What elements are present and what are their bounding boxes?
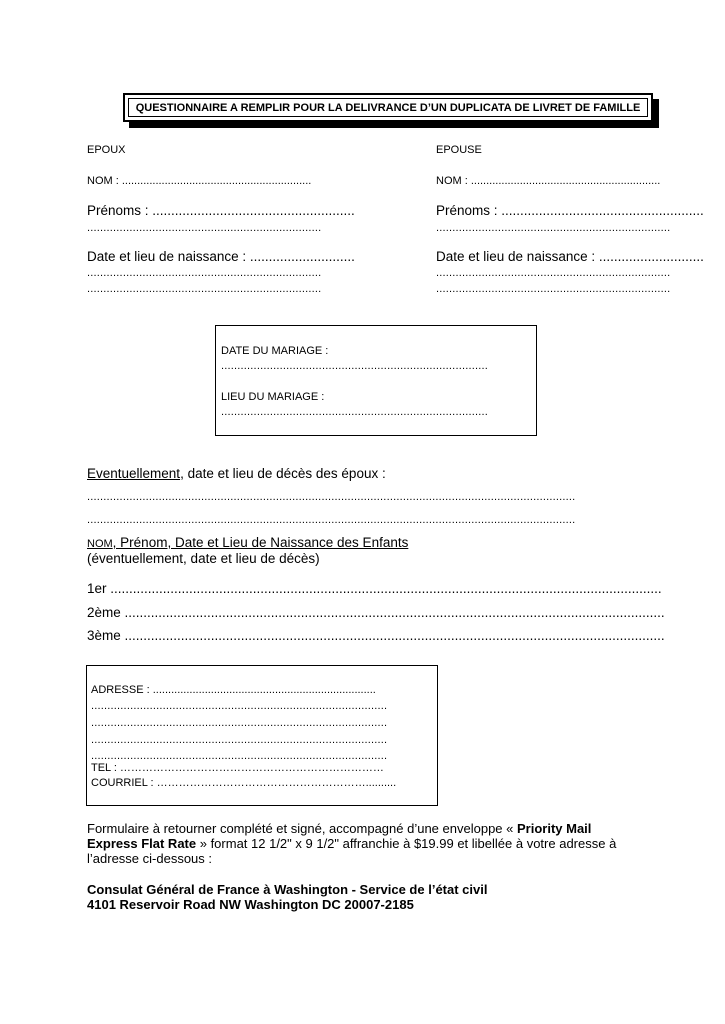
instructions-line1 [87,821,591,836]
epoux-header: EPOUX [87,144,126,156]
epouse-header: EPOUSE [436,144,482,156]
deces-line1[interactable]: ...................................................................................................................................................... [87,491,576,503]
epoux-prenoms-field[interactable]: Prénoms : ...................................................... [87,203,355,218]
consulat-name: Consulat Général de France à Washington - Service de l’état civil [87,882,488,897]
adresse-field[interactable]: ADRESSE : ......................................................................... [91,684,376,696]
tel-field[interactable]: TEL : ……………………………………………………………… [91,762,384,774]
adresse-box [86,665,438,806]
epouse-prenoms-line2[interactable]: ........................................................................ [436,222,671,234]
epoux-prenoms-line2[interactable]: ........................................................................ [87,222,322,234]
epouse-naissance-line3[interactable]: ........................................................................ [436,283,671,295]
instructions-priority-mail: Priority Mail [516,821,592,836]
courriel-field[interactable]: COURRIEL : ………………………………………………….......... [91,777,397,789]
epouse-nom-field[interactable]: NOM : .............................................................. [436,175,661,187]
deces-line2[interactable]: ...................................................................................................................................................... [87,514,576,526]
mariage-date-label: DATE DU MARIAGE : [221,345,329,357]
consulat-address: 4101 Reservoir Road NW Washington DC 20007-2185 [87,897,414,912]
adresse-line2[interactable]: ........................................................................................... [91,700,388,712]
instructions-line1-text: Formulaire à retourner complété et signé, accompagné d’une enveloppe « [87,821,517,836]
epoux-naissance-line2[interactable]: ........................................................................ [87,267,322,279]
epouse-naissance-line2[interactable]: ........................................................................ [436,267,671,279]
enfants-nom-small: NOM [87,538,113,550]
mariage-date-field[interactable]: .................................................................................. [221,360,489,372]
epoux-naissance-line3[interactable]: ........................................................................ [87,283,322,295]
child2-field[interactable]: 2ème ................................................................................................................................................ [87,605,665,620]
mariage-lieu-field[interactable]: .................................................................................. [221,406,489,418]
enfants-label [87,535,408,550]
deces-label-rest: , date et lieu de décès des époux : [180,466,386,481]
enfants-label-text: , Prénom, Date et Lieu de Naissance des Enfants [112,535,409,550]
adresse-line3[interactable]: ........................................................................................... [91,717,388,729]
instructions-line2-text: » format 12 1/2" x 9 1/2" affranchie à $19.99 et libellée à votre adresse à [196,836,617,851]
instructions-line2 [87,836,616,851]
instructions-express-flat-rate: Express Flat Rate [87,836,197,851]
instructions-line3: l’adresse ci-dessous : [87,851,212,866]
deces-label [87,466,386,481]
epouse-prenoms-field[interactable]: Prénoms : ...................................................... [436,203,704,218]
adresse-line5[interactable]: ........................................................................................... [91,750,388,762]
mariage-lieu-label: LIEU DU MARIAGE : [221,391,325,403]
child1-field[interactable]: 1er ................................................................................................................................................... [87,581,662,596]
mariage-box [215,325,537,436]
title-box [123,93,653,122]
adresse-line4[interactable]: ........................................................................................... [91,734,388,746]
child3-field[interactable]: 3ème ................................................................................................................................................ [87,628,665,643]
form-title: QUESTIONNAIRE A REMPLIR POUR LA DELIVRANCE D’UN DUPLICATA DE LIVRET DE FAMILLE [128,98,648,117]
enfants-sublabel: (éventuellement, date et lieu de décès) [87,551,320,566]
deces-label-underlined: Eventuellement [87,466,181,481]
epoux-nom-field[interactable]: NOM : .............................................................. [87,175,312,187]
epoux-naissance-field[interactable]: Date et lieu de naissance : ............................ [87,249,355,264]
epouse-naissance-field[interactable]: Date et lieu de naissance : ............................ [436,249,704,264]
